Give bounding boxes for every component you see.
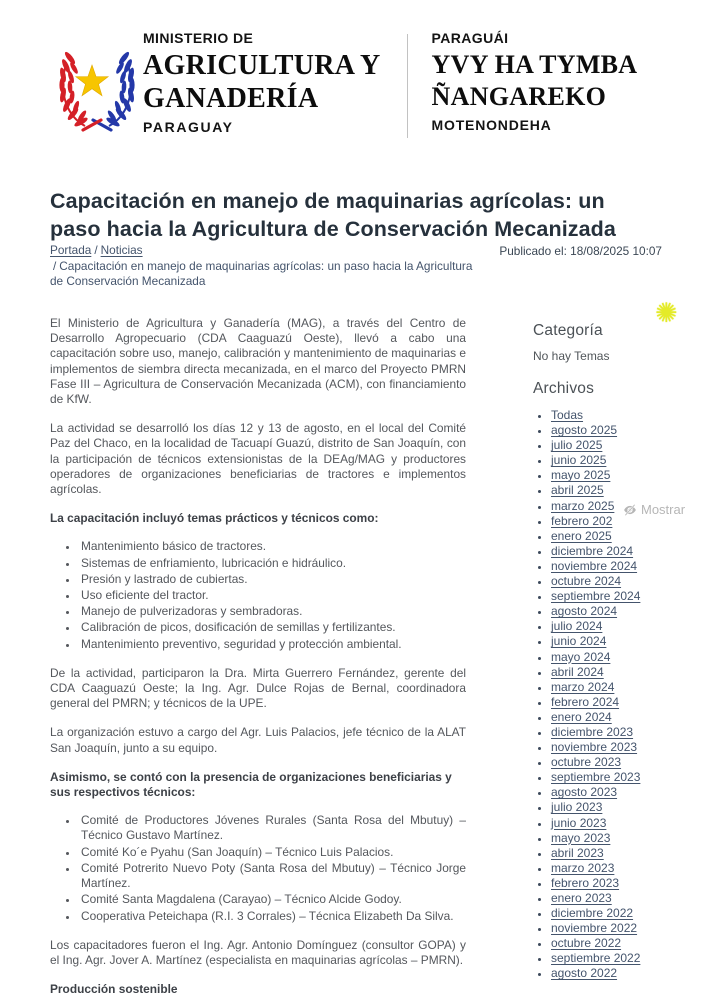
archive-item-link[interactable]: diciembre 2024 [551,543,634,558]
archive-item-link[interactable]: marzo 2024 [551,679,615,694]
published-date: Publicado el: 18/08/2025 10:07 [499,244,662,258]
archive-item-link[interactable]: diciembre 2023 [551,724,634,739]
archive-item-link[interactable]: agosto 2023 [551,785,618,800]
archive-item [550,966,701,981]
archive-item [550,831,701,846]
breadcrumb-line-2 [50,259,480,290]
breadcrumb-link-portada[interactable]: Portada [50,243,92,257]
paragraph-organization: La organización estuvo a cargo del Agr. Luis Palacios, jefe técnico de la ALAT San Joaquín, junto a su equipo. [50,725,466,755]
topic-item: • Presión y lastrado de cubiertas. [78,572,466,587]
topic-item: • Sistemas de enfriamiento, lubricación e hidráulico. [78,556,466,571]
archive-item [550,800,701,815]
archive-item-link[interactable]: junio 2023 [551,815,607,830]
archive-item [550,604,701,619]
subhead-topics: La capacitación incluyó temas prácticos y técnicos como: [50,511,379,526]
archive-item [550,453,701,468]
breadcrumb-line-1 [50,243,480,259]
organization-item: • Comité de Productores Jóvenes Rurales (Santa Rosa del Mbutuy) – Técnico Gustavo Martínez. [78,813,466,843]
archive-item-link[interactable]: junio 2025 [551,453,607,468]
breadcrumb [50,243,480,290]
archive-item [550,936,701,951]
archive-item-link[interactable]: julio 2025 [551,438,603,453]
archive-item-link[interactable]: octubre 2023 [551,755,622,770]
archive-item [550,589,701,604]
archive-item [550,951,701,966]
accessibility-asterisk-icon[interactable]: ✺ [655,298,678,328]
archive-item [550,846,701,861]
archive-item-link[interactable]: agosto 2024 [551,604,618,619]
breadcrumb-separator: / [53,258,57,273]
show-tooltip[interactable] [620,501,688,518]
logo-text-spanish [143,30,381,135]
archive-item [550,438,701,453]
archive-item-link[interactable]: diciembre 2022 [551,906,634,921]
archive-item-link[interactable]: septiembre 2024 [551,589,641,604]
organization-item: • Comité Potrerito Nuevo Poty (Santa Rosa del Mbutuy) – Técnico Jorge Martínez. [78,861,466,891]
archive-item [550,408,701,423]
page-title: Capacitación en manejo de maquinarias agrícolas: un paso hacia la Agricultura de Conservación Mecanizada [50,189,616,241]
archive-item [550,619,701,634]
archive-item-link[interactable]: enero 2025 [551,528,612,543]
archive-item [550,665,701,680]
logo-line-paraguay: PARAGUAY [143,119,234,135]
subhead-production: Producción sostenible [50,982,178,997]
archive-item-link[interactable]: julio 2023 [551,800,603,815]
paragraph-activity: La actividad se desarrolló los días 12 y 13 de agosto, en el local del Comité Paz del Chaco, en la localidad de Tacuapí Guazú, distrito de San Joaquín, con la participación de técnicos extensionistas de la DEAg/MAG y productores operadores de organizaciones beneficiarias de tractores e implementos agrícolas. [50,421,466,497]
subhead-organizations: Asimismo, se contó con la presencia de organizaciones beneficiarias y sus respectivos técnicos: [50,769,452,800]
breadcrumb-separator: / [94,243,98,257]
star-icon [76,65,108,96]
archive-item-link[interactable]: mayo 2023 [551,830,611,845]
topic-item: • Mantenimiento preventivo, seguridad y protección ambiental. [78,637,466,652]
archive-item-link[interactable]: noviembre 2024 [551,558,638,573]
organization-item: • Comité Ko´e Pyahu (San Joaquín) – Técnico Luis Palacios. [78,845,466,860]
archive-item-link[interactable]: abril 2024 [551,664,604,679]
archive-item-link[interactable]: febrero 202 [551,513,613,528]
logo-line-nangareko: ÑANGAREKO [431,82,607,111]
mag-crest-logo [55,42,139,132]
archive-item-link[interactable]: abril 2025 [551,483,604,498]
archive-item [550,680,701,695]
breadcrumb-link-noticias[interactable]: Noticias [100,243,143,257]
archive-item-link[interactable]: septiembre 2023 [551,770,641,785]
sidebar [533,322,701,982]
archive-item-link[interactable]: enero 2023 [551,891,612,905]
archive-item-link[interactable]: Todas [551,408,584,422]
category-title: Categoría [533,322,603,339]
archives-title: Archivos [533,380,595,397]
archive-item-link[interactable]: mayo 2025 [551,468,611,483]
archive-item-link[interactable]: octubre 2024 [551,574,622,589]
archive-item [550,423,701,438]
archive-item-link[interactable]: marzo 2025 [551,498,615,513]
archive-item-link[interactable]: agosto 2025 [551,423,618,438]
breadcrumb-current: Capacitación en manejo de maquinarias agrícolas: un paso hacia la Agricultura de Conservación Mecanizada [50,258,473,288]
archive-item-link[interactable]: octubre 2022 [551,936,622,951]
archive-item [550,785,701,800]
organizations-list [50,813,466,923]
article-body [50,316,466,1000]
archive-item [550,725,701,740]
logo-line-ministerio: MINISTERIO DE [143,30,254,46]
archive-item [550,861,701,876]
archive-item-link[interactable]: septiembre 2022 [551,951,641,966]
archive-item [550,695,701,710]
archive-item [550,529,701,544]
topic-item: • Mantenimiento básico de tractores. [78,539,466,554]
logo-line-ganaderia: GANADERÍA [143,83,319,114]
logo-line-motenondeha: MOTENONDEHA [431,117,552,133]
category-empty-text: No hay Temas [533,349,610,363]
archive-item-link[interactable]: abril 2023 [551,845,604,860]
archive-item [550,468,701,483]
archive-item-link[interactable]: febrero 2023 [551,875,620,890]
archive-item [550,755,701,770]
organization-item: • Comité Santa Magdalena (Carayao) – Técnico Alcide Godoy. [78,892,466,907]
site-header [55,30,637,138]
logo-line-yvy: YVY HA TYMBA [431,50,638,79]
topic-item: • Calibración de picos, dosificación de semillas y fertilizantes. [78,620,466,635]
archive-item [550,740,701,755]
archive-item [550,921,701,936]
archive-item-link[interactable]: mayo 2024 [551,649,611,664]
paragraph-trainers: Los capacitadores fueron el Ing. Agr. Antonio Domínguez (consultor GOPA) y el Ing. Agr. Jover A. Martínez (especialista en maquinarias agrícolas – PMRN). [50,937,466,967]
archive-item [550,906,701,921]
archives-list [533,408,701,982]
paragraph-intro: El Ministerio de Agricultura y Ganadería (MAG), a través del Centro de Desarrollo Agropecuario (CDA Caaguazú Oeste), llevó a cabo una capacitación sobre uso, manejo, calibración y mantenimiento de maquinarias e implementos de siembra directa mecanizada, en el marco del Proyecto PMRN Fase III – Agricultura de Conservación Mecanizada (ACM), con financiamiento de KfW. [50,316,466,407]
paragraph-participants: De la actividad, participaron la Dra. Mirta Guerrero Fernández, gerente del CDA Caaguazú Oeste; la Ing. Agr. Dulce Rojas de Bernal, coordinadora general del PMRN; y técnicos de la UPE. [50,665,466,711]
article-meta [50,243,662,290]
archive-item [550,483,701,498]
topics-list [50,539,466,651]
logo-line-agricultura: AGRICULTURA Y [143,50,381,81]
logo-divider [407,34,408,138]
archive-item-link[interactable]: marzo 2023 [551,860,615,875]
logo-text-guarani [432,30,638,133]
archive-item-link[interactable]: noviembre 2022 [551,921,638,936]
archive-item-link[interactable]: febrero 2024 [551,694,620,709]
archive-item-link[interactable]: junio 2024 [551,634,607,649]
archive-item [550,876,701,891]
archive-item-link[interactable]: enero 2024 [551,709,612,724]
archive-item [550,650,701,665]
archive-item [550,544,701,559]
show-tooltip-label: Mostrar [641,502,686,517]
archive-item-link[interactable]: julio 2024 [551,619,603,634]
topic-item: • Manejo de pulverizadoras y sembradoras. [78,604,466,619]
archive-item [550,634,701,649]
logo-line-paraguai: PARAGUÁI [431,30,509,46]
organization-item: • Cooperativa Peteichapa (R.I. 3 Corrales) – Técnica Elizabeth Da Silva. [78,909,466,924]
topic-item: • Uso eficiente del tractor. [78,588,466,603]
archive-item [550,770,701,785]
archive-item [550,574,701,589]
hidden-eye-icon [623,503,637,517]
archive-item-link[interactable]: agosto 2022 [551,966,618,981]
archive-item [550,816,701,831]
archive-item [550,710,701,725]
archive-item [550,891,701,906]
archive-item [550,559,701,574]
archive-item-link[interactable]: noviembre 2023 [551,740,638,755]
